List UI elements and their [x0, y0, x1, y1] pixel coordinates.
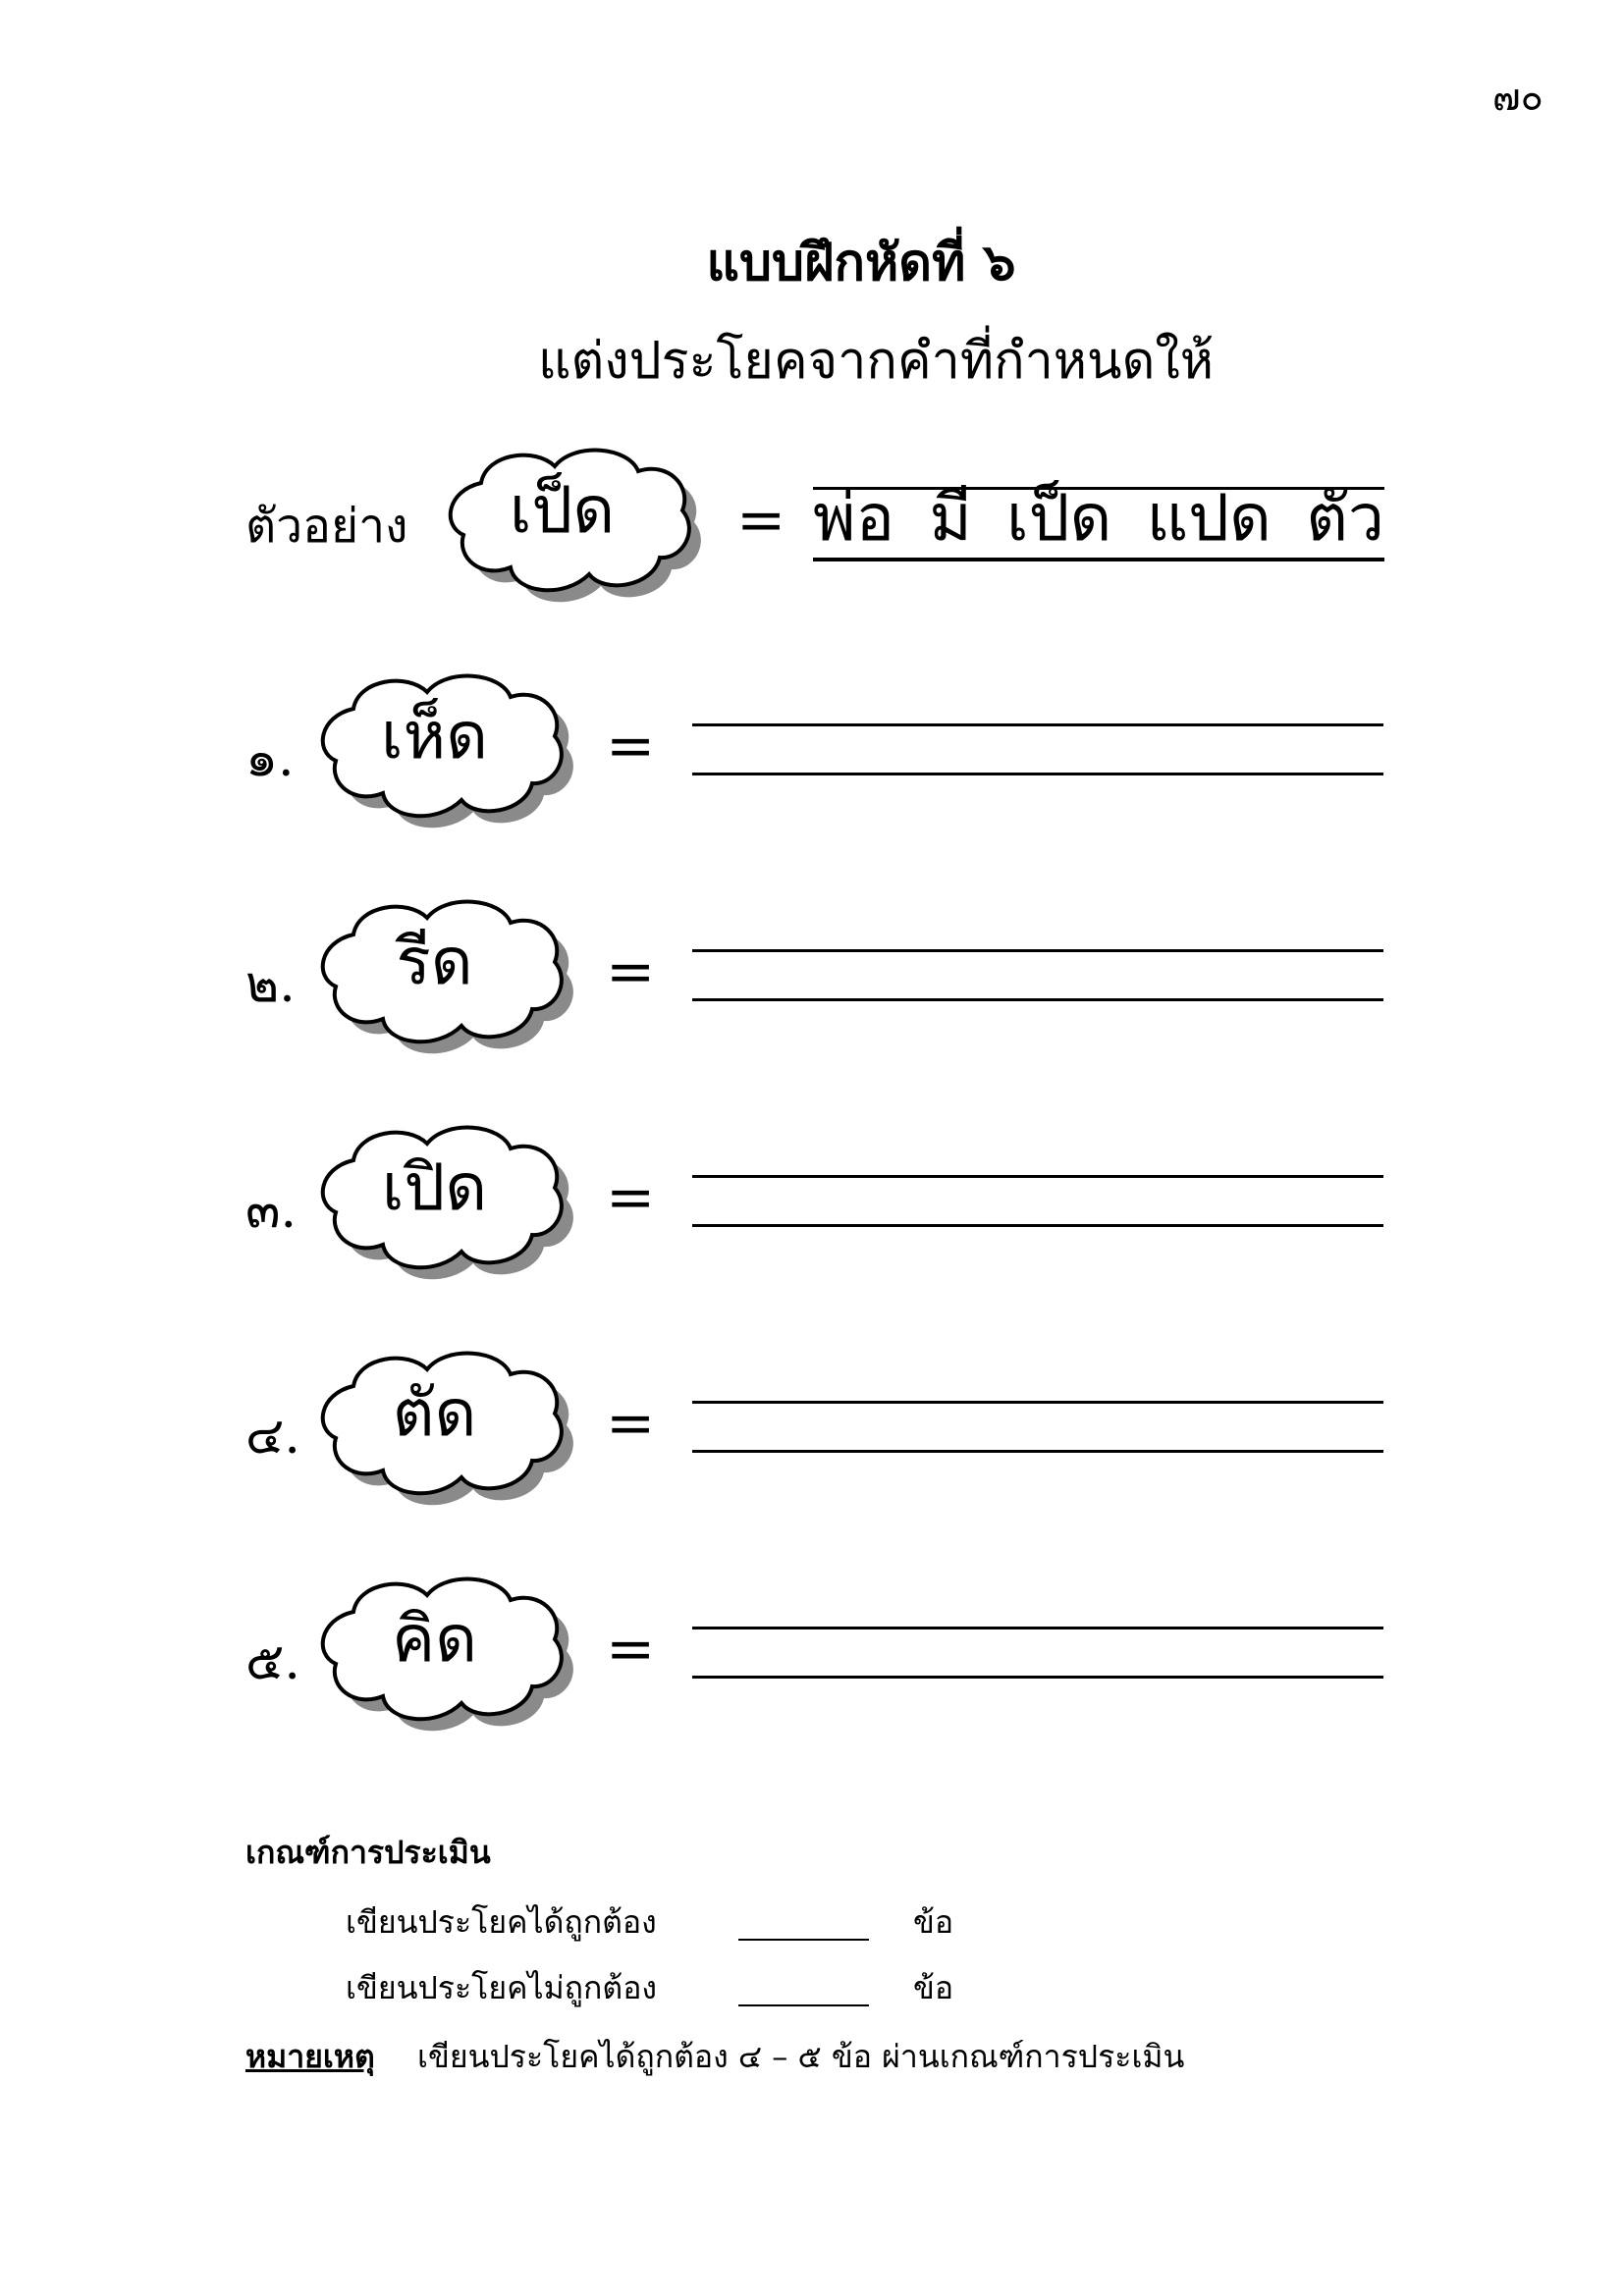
equals-sign: = — [606, 1615, 656, 1683]
answer-line[interactable] — [692, 1224, 1383, 1227]
given-word: ตัด — [392, 1375, 477, 1451]
item-number: ๓. — [245, 1181, 298, 1240]
answer-line[interactable] — [692, 949, 1383, 952]
worksheet-instruction: แต่งประโยคจากคำที่กำหนดให้ — [537, 332, 1215, 391]
answer-line[interactable] — [692, 1401, 1383, 1404]
example-word: เป็ด — [509, 472, 616, 548]
worksheet-title: แบบฝึกหัดที่ ๖ — [706, 233, 1016, 293]
example-word-cloud — [442, 442, 697, 599]
answer-line[interactable] — [692, 1676, 1383, 1679]
word-cloud — [314, 893, 569, 1050]
criteria-correct-unit: ข้อ — [913, 1903, 954, 1941]
equals-sign: = — [606, 1163, 656, 1232]
criteria-correct-blank[interactable] — [738, 1939, 869, 1941]
criteria-heading: เกณฑ์การประเมิน — [245, 1834, 491, 1871]
page-number: ๗๐ — [1492, 76, 1543, 119]
criteria-incorrect-label: เขียนประโยคไม่ถูกต้อง — [346, 1969, 658, 2006]
word-cloud — [314, 667, 569, 825]
word-cloud — [314, 1571, 569, 1728]
given-word: รีด — [396, 924, 473, 999]
word-cloud — [314, 1345, 569, 1502]
item-number: ๑. — [245, 729, 295, 788]
answer-line[interactable] — [692, 1175, 1383, 1178]
answer-line[interactable] — [692, 723, 1383, 726]
equals-sign: = — [606, 1389, 656, 1458]
criteria-incorrect-unit: ข้อ — [913, 1969, 954, 2006]
note-text: เขียนประโยคได้ถูกต้อง ๔ – ๕ ข้อ ผ่านเกณฑ์การประเมิน — [417, 2038, 1185, 2075]
answer-line[interactable] — [692, 1450, 1383, 1453]
given-word: เห็ด — [381, 698, 488, 774]
answer-line[interactable] — [692, 998, 1383, 1001]
example-sentence: พ่อ มี เป็ด แปด ตัว — [813, 479, 1384, 561]
criteria-correct-label: เขียนประโยคได้ถูกต้อง — [346, 1903, 657, 1941]
item-number: ๔. — [245, 1407, 300, 1466]
given-word: เปิด — [381, 1149, 488, 1225]
criteria-incorrect-blank[interactable] — [738, 2004, 869, 2006]
item-number: ๕. — [245, 1632, 300, 1691]
example-label: ตัวอย่าง — [245, 499, 408, 554]
word-cloud — [314, 1119, 569, 1276]
equals-sign: = — [606, 712, 656, 780]
answer-line[interactable] — [692, 773, 1383, 775]
given-word: คิด — [391, 1601, 477, 1677]
example-equals-sign: = — [736, 486, 786, 555]
answer-line[interactable] — [692, 1627, 1383, 1629]
equals-sign: = — [606, 937, 656, 1006]
item-number: ๒. — [245, 955, 296, 1014]
note-label: หมายเหตุ — [245, 2038, 375, 2075]
